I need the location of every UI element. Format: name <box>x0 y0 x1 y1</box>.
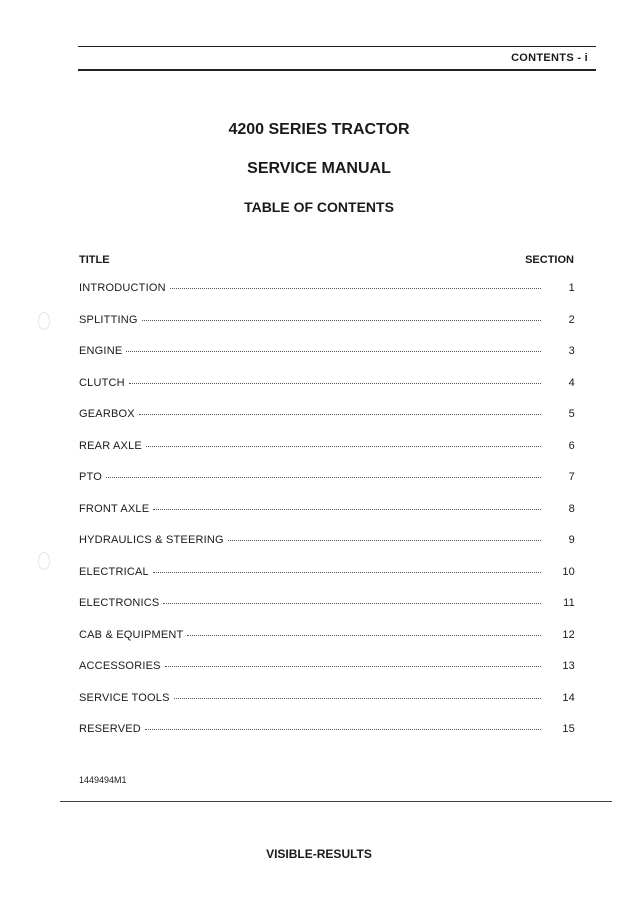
dot-leader <box>163 603 541 604</box>
column-header-title: TITLE <box>79 254 110 266</box>
toc-entry-title: INTRODUCTION <box>79 282 166 294</box>
dot-leader <box>187 635 541 636</box>
toc-entry <box>79 534 575 566</box>
toc-entry-title: FRONT AXLE <box>79 502 150 515</box>
toc-entry-title: CLUTCH <box>79 376 125 389</box>
toc-entry-section: 6 <box>568 439 575 452</box>
toc-entry <box>79 471 575 503</box>
document-title: 4200 SERIES TRACTOR <box>228 121 410 138</box>
toc-list <box>79 282 575 755</box>
toc-entry <box>79 440 575 472</box>
toc-entry-title: GEARBOX <box>79 408 135 420</box>
header-rule-bottom <box>78 69 596 71</box>
dot-leader <box>106 477 541 478</box>
toc-entry <box>79 314 575 346</box>
toc-heading: TABLE OF CONTENTS <box>244 199 394 215</box>
toc-entry-section: 9 <box>568 534 575 546</box>
dot-leader <box>153 509 541 510</box>
toc-entry-title: HYDRAULICS & STEERING <box>79 534 224 546</box>
toc-entry <box>79 597 575 629</box>
toc-entry-title: ELECTRONICS <box>79 597 160 609</box>
toc-entry <box>79 629 575 661</box>
toc-entry <box>79 503 575 535</box>
dot-leader <box>145 729 541 730</box>
footer-watermark-text: VISIBLE-RESULTS <box>266 847 372 861</box>
footer-rule <box>60 801 612 802</box>
dot-leader <box>228 540 541 541</box>
toc-entry-title: PTO <box>79 471 103 483</box>
toc-entry <box>79 345 575 377</box>
dot-leader <box>170 288 541 289</box>
toc-entry <box>79 566 575 598</box>
toc-entry-title: REAR AXLE <box>79 439 142 452</box>
dot-leader <box>139 414 541 415</box>
toc-entry-section: 12 <box>562 628 575 641</box>
toc-entry-title: RESERVED <box>79 723 141 735</box>
header-rule-top <box>78 46 596 47</box>
toc-entry-section: 8 <box>568 502 575 515</box>
document-part-number: 1449494M1 <box>79 775 127 785</box>
toc-entry-title: ENGINE <box>79 345 123 357</box>
toc-entry <box>79 723 575 755</box>
dot-leader <box>165 666 541 667</box>
toc-entry <box>79 408 575 440</box>
toc-entry-section: 1 <box>568 282 575 294</box>
toc-entry <box>79 377 575 409</box>
toc-entry-section: 5 <box>568 408 575 420</box>
dot-leader <box>129 383 541 384</box>
toc-entry-title: ACCESSORIES <box>79 660 161 672</box>
toc-entry-section: 3 <box>568 345 575 357</box>
dot-leader <box>126 351 541 352</box>
toc-entry-section: 11 <box>563 597 575 609</box>
toc-entry-title: SERVICE TOOLS <box>79 691 170 704</box>
column-header-section: SECTION <box>525 254 574 266</box>
toc-entry-title: CAB & EQUIPMENT <box>79 628 184 641</box>
punch-hole-mark <box>38 552 50 570</box>
toc-entry-section: 10 <box>562 565 575 578</box>
dot-leader <box>153 572 541 573</box>
toc-entry-section: 15 <box>562 723 575 735</box>
toc-entry-title: SPLITTING <box>79 313 138 326</box>
toc-entry <box>79 660 575 692</box>
dot-leader <box>142 320 541 321</box>
toc-entry-section: 14 <box>562 691 575 704</box>
dot-leader <box>174 698 541 699</box>
document-subtitle: SERVICE MANUAL <box>247 160 391 177</box>
punch-hole-mark <box>38 312 50 330</box>
page-header-label: CONTENTS - i <box>511 52 588 64</box>
toc-entry-title: ELECTRICAL <box>79 565 149 578</box>
toc-entry-section: 2 <box>568 313 575 326</box>
toc-entry-section: 13 <box>562 660 575 672</box>
toc-entry <box>79 692 575 724</box>
toc-entry <box>79 282 575 314</box>
toc-entry-section: 7 <box>568 471 575 483</box>
toc-entry-section: 4 <box>568 376 575 389</box>
dot-leader <box>146 446 541 447</box>
